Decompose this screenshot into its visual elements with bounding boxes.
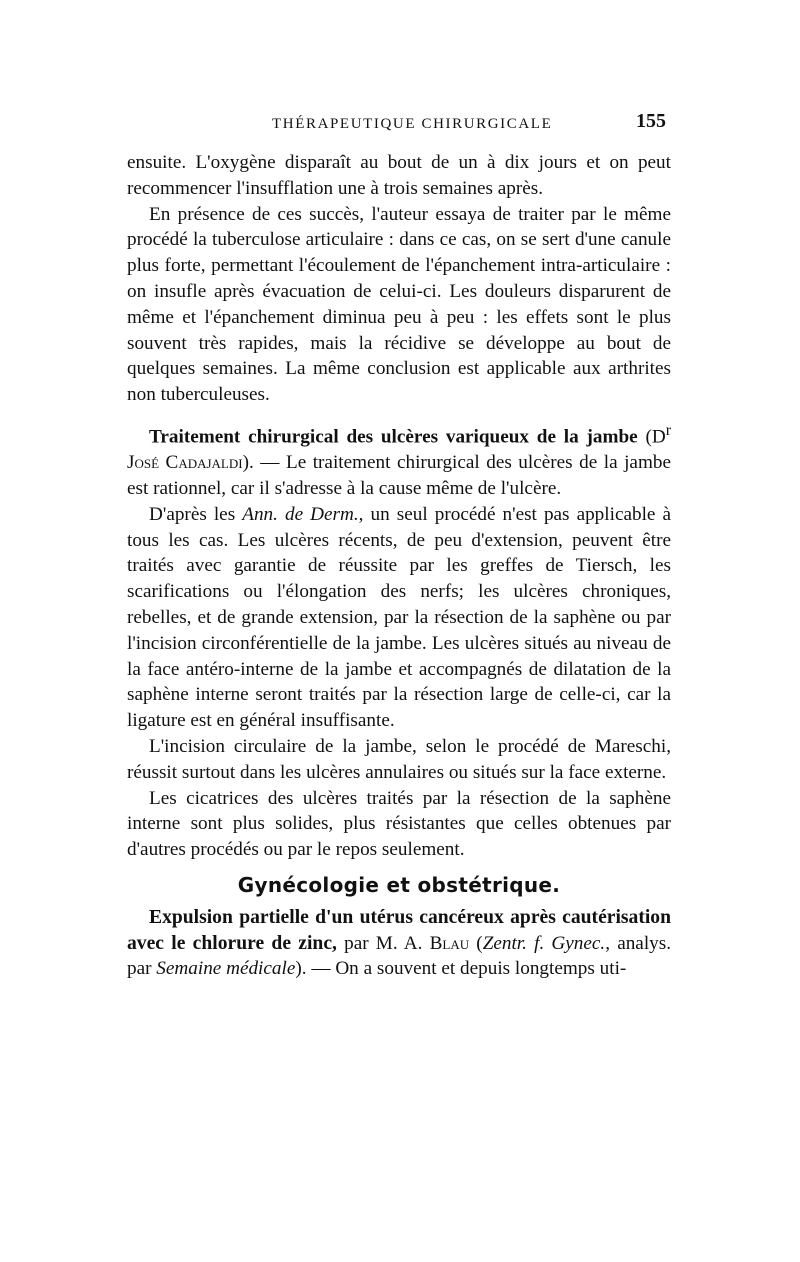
article2-review: Semaine médicale [156,958,296,980]
article-uterus-expulsion [127,905,671,982]
article2-text: On a souvent et depuis longtemps uti- [335,958,627,980]
article2-source-open: ( [469,932,483,954]
article2-source-mid: , analys. par [127,932,672,980]
article-intro: Le traitement chirurgical des ulcères de la jambe est rationnel, car il s'adresse à la cause même de l'ulcère. [127,452,671,499]
author-name: José Cadajaldi [127,452,243,474]
paragraph-tuberculosis: En présence de ces succès, l'auteur essaya de traiter par le même procédé la tuberculose articulaire : dans ce cas, on se sert d'une canule plus forte, permettant l'écoulement de l'épanchement intra-articulaire : on insufle après évacuation de celui-ci. Les douleurs disparurent de même et l'épanchement diminua peu à peu : les effets sont le plus souvent très rapides, mais la récidive se développe au bout de quelques semaines. La même conclusion est applicable aux arthrites non tuberculeuses. [127,203,671,406]
article-varicose-ulcers [127,418,671,502]
article2-author: Blau [429,932,470,954]
paragraph-continuation: ensuite. L'oxygène disparaît au bout de un à dix jours et on peut recommencer l'insufflation une à trois semaines après. [127,152,671,199]
article-title: Traitement chirurgical des ulcères variqueux de la jambe [149,426,638,448]
page-number: 155 [636,110,666,132]
article2-source-close: ). — [295,958,336,980]
author-sup: r [665,421,672,439]
running-title: THÉRAPEUTIQUE CHIRURGICALE [272,116,553,132]
page-body [127,150,671,982]
journal-name: Ann. de Derm. [242,503,359,525]
article2-title: Expulsion partielle d'un utérus cancéreux après cautérisation avec le chlorure de zinc, [127,906,671,954]
procedures-text: , un seul procédé n'est pas applicable à tous les cas. Les ulcères récents, de peu d'extension, peuvent être traités avec garantie de réussite par les greffes de Tiersch, les scarifications ou l'élongation des nerfs; les ulcères chroniques, rebelles, et de grande extension, par la résection de la saphène ou par l'incision circonférentielle de la jambe. Les ulcères situés au niveau de la face antéro-interne de la jambe et accompagnés de dilatation de la saphène interne seront traités par la résection large de celle-ci, car la ligature est en général insuffisante. [127,503,671,732]
paragraph-circular-incision: L'incision circulaire de la jambe, selon le procédé de Mareschi, réussit surtout dans les ulcères annulaires ou situés sur la face externe. [127,735,671,783]
author-open: (D [645,426,666,448]
article2-by: par M. A. [336,932,430,954]
section-title: Gynécologie et obstétrique. [237,872,561,897]
article2-journal: Zentr. f. Gynec. [482,932,606,954]
author-close: ). — [242,452,286,474]
procedures-lead: D'après les [149,503,243,525]
paragraph-procedures [127,502,671,734]
paragraph-scars: Les cicatrices des ulcères traités par la résection de la saphène interne sont plus solides, plus résistantes que celles obtenues par d'autres procédés ou par le repos seulement. [127,787,671,861]
